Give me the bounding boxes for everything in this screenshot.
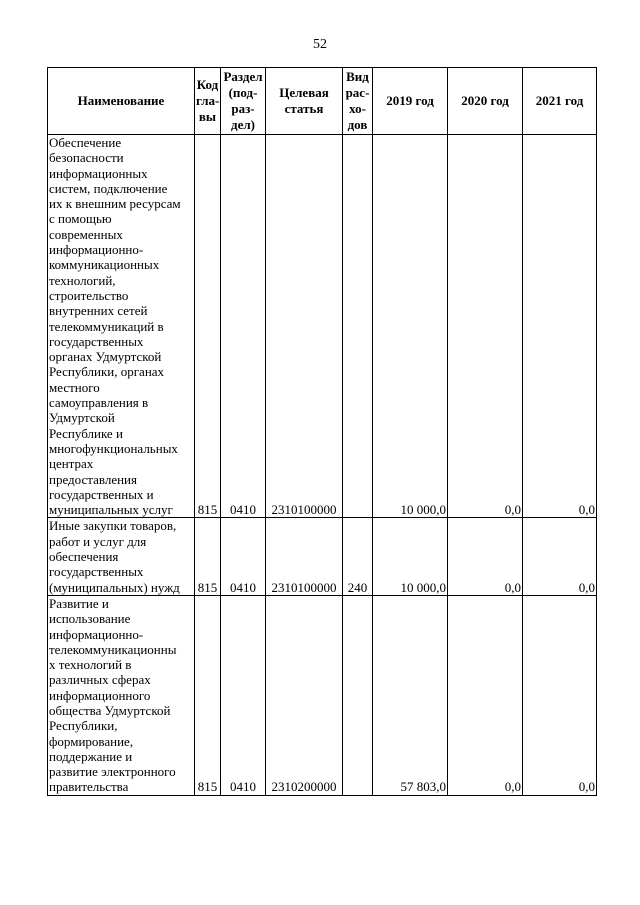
header-chapter-line: вы	[198, 109, 217, 124]
header-chapter-line: Код	[196, 77, 219, 92]
header-name: Наименование	[48, 68, 195, 135]
row-name-line: Развитие и	[49, 595, 109, 611]
row-section-code: 0410	[221, 595, 266, 795]
row-name-line: Обеспечение	[49, 135, 122, 150]
row-amount-2021: 0,0	[523, 518, 597, 595]
header-2020: 2020 год	[448, 68, 523, 135]
row-amount-2019: 10 000,0	[373, 135, 448, 518]
row-name-line: информационного	[49, 687, 151, 703]
header-section-line: дел)	[231, 117, 255, 132]
row-name-line: местного	[49, 379, 100, 395]
header-row	[48, 68, 597, 135]
row-amount-2019: 57 803,0	[373, 595, 448, 795]
table-row	[48, 595, 597, 795]
row-name-line: безопасности	[49, 150, 124, 166]
row-name-line: с помощью	[49, 211, 112, 227]
row-chapter-code: 815	[195, 595, 221, 795]
header-expense	[343, 68, 373, 135]
row-name-line: различных сферах	[49, 672, 151, 688]
row-name-line: правительства	[49, 779, 129, 795]
header-target-line: статья	[284, 101, 324, 116]
row-name-line: Республики, органах	[49, 364, 165, 380]
header-2021: 2021 год	[523, 68, 597, 135]
header-expense-line: Вид	[346, 69, 369, 84]
row-name-line: информационно-	[49, 626, 144, 642]
row-name-line: органах Удмуртской	[49, 349, 162, 365]
row-name-line: систем, подключение	[49, 180, 168, 196]
row-name-line: использование	[49, 611, 131, 627]
table-body	[48, 135, 597, 796]
row-chapter-code: 815	[195, 518, 221, 595]
row-name-line: информационных	[49, 165, 148, 181]
row-name-line: строительство	[49, 287, 129, 303]
row-name-line: предоставления	[49, 471, 137, 487]
row-amount-2020: 0,0	[448, 135, 523, 518]
row-name-line: государственных	[49, 564, 144, 580]
row-section-code: 0410	[221, 135, 266, 518]
row-name-line: обеспечения	[49, 549, 119, 565]
header-chapter-line: гла-	[196, 93, 220, 108]
row-name-line: (муниципальных) нужд	[49, 579, 180, 595]
row-name-line: государственных и	[49, 486, 154, 502]
row-name-line: их к внешним ресурсам	[49, 196, 181, 212]
row-name-line: Республики,	[49, 718, 118, 734]
header-2019: 2019 год	[373, 68, 448, 135]
header-expense-line: рас-	[345, 85, 370, 100]
row-name-line: формирование,	[49, 733, 134, 749]
table-row	[48, 135, 597, 518]
header-chapter	[195, 68, 221, 135]
header-expense-line: хо-	[349, 101, 366, 116]
row-name-line: самоуправления в	[49, 395, 149, 411]
row-amount-2020: 0,0	[448, 595, 523, 795]
row-amount-2019: 10 000,0	[373, 518, 448, 595]
row-expense-type	[343, 595, 373, 795]
row-name-line: развитие электронного	[49, 764, 176, 780]
table-row	[48, 518, 597, 595]
row-name-line: х технологий в	[49, 657, 132, 673]
row-name	[48, 135, 195, 518]
header-section	[221, 68, 266, 135]
row-section-code: 0410	[221, 518, 266, 595]
row-target-article: 2310100000	[266, 135, 343, 518]
row-expense-type	[343, 135, 373, 518]
row-name-line: работ и услуг для	[49, 533, 147, 549]
row-name-line: современных	[49, 226, 123, 242]
row-name-line: технологий,	[49, 272, 116, 288]
row-name-line: Иные закупки товаров,	[49, 518, 177, 534]
row-name-line: коммуникационных	[49, 257, 160, 273]
row-name-line: поддержание и	[49, 748, 133, 764]
page-number: 52	[313, 37, 327, 52]
row-chapter-code: 815	[195, 135, 221, 518]
row-expense-type: 240	[343, 518, 373, 595]
header-target	[266, 68, 343, 135]
header-section-line: Раздел	[223, 69, 263, 84]
row-name-line: Республике и	[49, 425, 123, 441]
header-section-line: (под-	[228, 85, 258, 100]
row-target-article: 2310200000	[266, 595, 343, 795]
row-name-line: телекоммуникационны	[49, 641, 177, 657]
row-name-line: общества Удмуртской	[49, 702, 171, 718]
header-target-line: Целевая	[279, 85, 329, 100]
row-name	[48, 518, 195, 595]
row-name-line: Удмуртской	[49, 410, 115, 426]
row-amount-2020: 0,0	[448, 518, 523, 595]
row-name-line: информационно-	[49, 242, 144, 258]
row-name-line: внутренних сетей	[49, 303, 148, 319]
header-expense-line: дов	[347, 117, 368, 132]
budget-table	[47, 67, 597, 796]
row-name-line: центрах	[49, 456, 94, 472]
row-name-line: муниципальных услуг	[49, 502, 173, 518]
row-amount-2021: 0,0	[523, 135, 597, 518]
row-name-line: многофункциональных	[49, 440, 178, 456]
row-target-article: 2310100000	[266, 518, 343, 595]
row-amount-2021: 0,0	[523, 595, 597, 795]
row-name-line: телекоммуникаций в	[49, 318, 164, 334]
row-name-line: государственных	[49, 333, 144, 349]
header-section-line: раз-	[231, 101, 255, 116]
row-name	[48, 595, 195, 795]
